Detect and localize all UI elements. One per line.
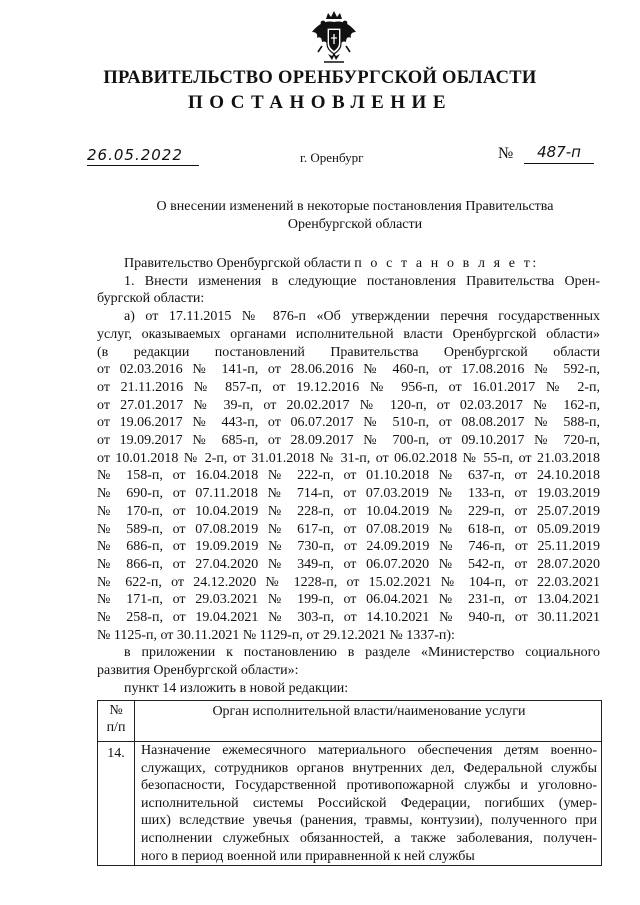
subject-line: Оренбургской области <box>287 217 423 232</box>
preamble-line: Правительство Оренбургской области п о с т а н о в л я е т: <box>124 256 539 271</box>
body-line: № 170-п, от 10.04.2019 № 228-п, от 10.04.2019 № 229-п, от 25.07.2019 <box>97 503 600 519</box>
header-num-cell: № п/п <box>98 701 135 742</box>
body-line: от 19.09.2017 № 685-п, от 28.09.2017 № 700-п, от 09.10.2017 № 720-п, <box>97 433 600 449</box>
body-line: № 686-п, от 19.09.2019 № 730-п, от 24.09.2019 № 746-п, от 25.11.2019 <box>97 539 600 555</box>
service-line: исполнительной системы Российской Федерации, погибших (умер- <box>141 795 597 811</box>
body-line: в приложении к постановлению в разделе «Министерство социального <box>124 645 600 661</box>
organization-title: ПРАВИТЕЛЬСТВО ОРЕНБУРГСКОЙ ОБЛАСТИ <box>103 68 537 88</box>
header-service-cell: Орган исполнительной власти/наименование услуги <box>135 701 602 742</box>
body-line: № 258-п, от 19.04.2021 № 303-п, от 14.10.2021 № 940-п, от 30.11.2021 <box>97 610 600 626</box>
row-num-cell: 14. <box>98 742 135 866</box>
table-row <box>98 742 602 866</box>
body-line: от 02.03.2016 № 141-п, от 28.06.2016 № 460-п, от 17.08.2016 № 592-п, <box>97 362 600 378</box>
body-line: развития Оренбургской области»: <box>97 663 299 679</box>
document-date: 26.05.2022 <box>87 146 199 166</box>
document-type-title: ПОСТАНОВЛЕНИЕ <box>187 92 453 113</box>
document-number: 487-п <box>524 143 594 164</box>
document-subject <box>120 198 590 234</box>
table-header-row <box>98 701 602 742</box>
document-body <box>97 255 600 698</box>
service-line: ного в период военной или приравненной к ней службы <box>141 848 475 864</box>
body-line: бургской области: <box>97 291 205 307</box>
body-line: (в редакции постановлений Правительства Оренбургской области <box>97 344 600 360</box>
subject-line: О внесении изменений в некоторые постановления Правительства <box>156 199 554 214</box>
document-city: г. Оренбург <box>300 150 364 165</box>
service-line: служащих, сотрудников органов внутренних дел, Федеральной службы <box>141 760 597 776</box>
body-line: от 27.01.2017 № 39-п, от 20.02.2017 № 120-п, от 02.03.2017 № 162-п, <box>97 397 600 413</box>
body-line: от 21.11.2016 № 857-п, от 19.12.2016 № 956-п, от 16.01.2017 № 2-п, <box>97 379 600 395</box>
service-line: Назначение ежемесячного материального обеспечения детям военно- <box>141 743 597 758</box>
service-line: ших) вследствие увечья (ранения, травмы, контузии), полученного при <box>141 813 597 829</box>
services-table <box>97 700 602 866</box>
row-service-cell <box>135 742 602 866</box>
body-line: от 19.06.2017 № 443-п, от 06.07.2017 № 510-п, от 08.08.2017 № 588-п, <box>97 415 600 431</box>
service-line: исполнении служебных обязанностей, а также заболевания, получен- <box>141 830 597 846</box>
body-line: № 690-п, от 07.11.2018 № 714-п, от 07.03.2019 № 133-п, от 19.03.2019 <box>97 486 600 502</box>
service-line: безопасности, Государственной противопожарной службы и уголовно- <box>141 778 597 794</box>
body-line: № 622-п, от 24.12.2020 № 1228-п, от 15.02.2021 № 104-п, от 22.03.2021 <box>97 574 600 590</box>
body-line: № 589-п, от 07.08.2019 № 617-п, от 07.08.2019 № 618-п, от 05.09.2019 <box>97 521 600 537</box>
body-line: № 866-п, от 27.04.2020 № 349-п, от 06.07.2020 № 542-п, от 28.07.2020 <box>97 556 600 572</box>
body-line: пункт 14 изложить в новой редакции: <box>124 680 349 696</box>
body-line: услуг, оказываемых органами исполнительной власти Оренбургской области» <box>97 326 600 342</box>
body-line: № 158-п, от 16.04.2018 № 222-п, от 01.10.2018 № 637-п, от 24.10.2018 <box>97 468 600 484</box>
body-line: № 171-п, от 29.03.2021 № 199-п, от 06.04.2021 № 231-п, от 13.04.2021 <box>97 592 600 608</box>
coat-of-arms-icon <box>308 10 360 68</box>
body-line: от 10.01.2018 № 2-п, от 31.01.2018 № 31-п, от 06.02.2018 № 55-п, от 21.03.2018 <box>97 450 600 466</box>
body-line: № 1125-п, от 30.11.2021 № 1129-п, от 29.12.2021 № 1337-п): <box>97 627 455 643</box>
body-line: а) от 17.11.2015 № 876-п «Об утверждении перечня государственных <box>124 309 600 325</box>
number-label: № <box>498 145 514 162</box>
body-line: 1. Внести изменения в следующие постановления Правительства Орен- <box>124 273 600 289</box>
